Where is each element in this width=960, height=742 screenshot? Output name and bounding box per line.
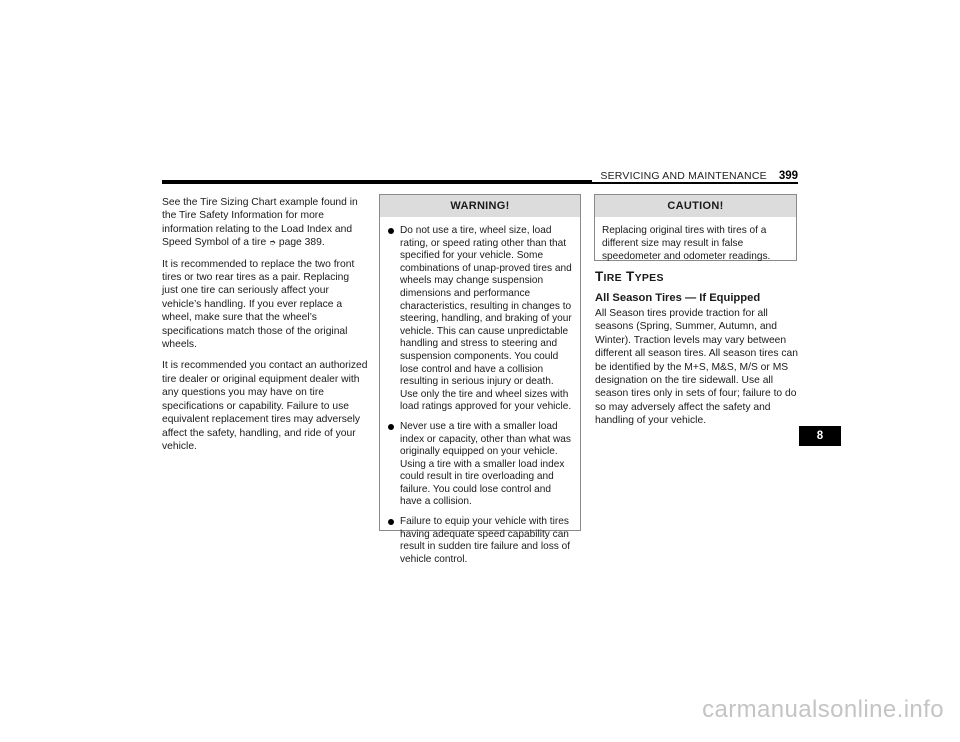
heading-cap: T <box>595 269 604 284</box>
right-column <box>595 307 798 436</box>
caution-box <box>594 194 797 261</box>
page-reference-link[interactable]: page 389. <box>278 237 325 249</box>
warning-list <box>380 217 580 566</box>
heading-cap: T <box>626 269 635 284</box>
page-number: 399 <box>778 170 798 182</box>
left-column <box>162 196 368 461</box>
bullet-icon <box>388 424 394 430</box>
page-header <box>592 170 798 182</box>
page-reference-arrow-icon: ➮ <box>269 238 276 248</box>
all-season-subheading: All Season Tires — If Equipped <box>595 292 761 304</box>
warning-item <box>388 225 574 414</box>
caution-text: Replacing original tires with tires of a different size may result in false speedometer and odometer readings. <box>602 225 771 263</box>
warning-title: WARNING! <box>380 195 580 217</box>
watermark: carmanualsonline.info <box>702 696 944 723</box>
paragraph-contact-dealer: It is recommended you contact an authorized tire dealer or original equipment dealer with any questions you may have on tire specifications or capability. Failure to use equivalent replacement tires may adversely affect the safety, handling, and ride of your vehicle. <box>162 360 368 452</box>
warning-item-text: Do not use a tire, wheel size, load rating, or speed rating other than that specified for your vehicle. Some combinations of unap-proved tires and wheels may change suspension dimensions and performance characteristics, resulting in changes to steering, handling, and braking of your vehicle. This can cause unpredictable handling and stress to steering and suspension components. You could lose control and have a collision resulting in serious injury or death. Use only the tire and wheel sizes with load ratings approved for your vehicle. <box>400 225 572 413</box>
bullet-icon <box>388 228 394 234</box>
warning-item <box>388 421 574 509</box>
tire-types-heading <box>595 269 664 284</box>
paragraph-text: See the Tire Sizing Chart example found in the Tire Safety Information for more information relating to the Load Index and Speed Symbol of a tire <box>162 197 358 249</box>
heading-small: IRE <box>603 272 622 284</box>
paragraph-tire-sizing <box>162 196 368 250</box>
bullet-icon <box>388 519 394 525</box>
warning-box <box>379 194 581 565</box>
chapter-tab[interactable]: 8 <box>799 426 841 446</box>
caution-title: CAUTION! <box>595 195 796 217</box>
warning-item-text: Never use a tire with a smaller load index or capacity, other than what was originally equipped on your vehicle. Using a tire with a smaller load index could result in tire overloading and failure. You could lose control and have a collision. <box>400 420 571 508</box>
paragraph-all-season: All Season tires provide traction for all seasons (Spring, Summer, Autumn, and Winter). Traction levels may vary between different all season tires. All season tires can be identified by the M+S, M&S, M/S or MS designation on the tire sidewall. Use all season tires only in sets of four; failure to do so may adversely affect the safety and handling of your vehicle. <box>595 308 798 427</box>
warning-item-text: Failure to equip your vehicle with tires having adequate speed capability can result in sudden tire failure and loss of vehicle control. <box>400 516 571 565</box>
warning-item <box>388 516 574 566</box>
section-title: SERVICING AND MAINTENANCE <box>600 170 767 182</box>
heading-small: YPES <box>634 272 664 284</box>
paragraph-replace-pair: It is recommended to replace the two front tires or two rear tires as a pair. Replacing just one tire can seriously affect your vehicle’s handling. If you ever replace a wheel, make sure that the wheel’s specifications match those of the original wheels. <box>162 258 355 351</box>
